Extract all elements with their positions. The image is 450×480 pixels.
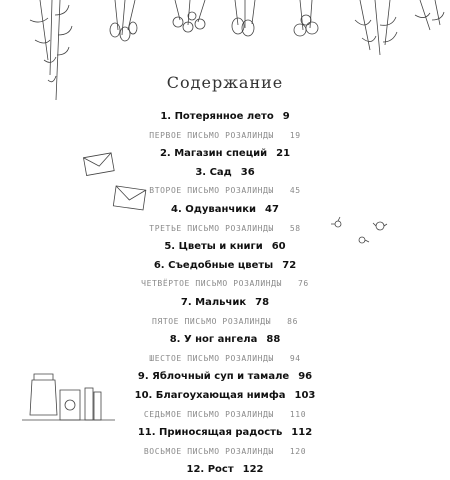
toc-entry-page-number: 36 [240, 166, 255, 178]
toc-chapter-entry [0, 201, 450, 220]
toc-entry-page-number: 60 [271, 241, 286, 253]
toc-chapter-entry [0, 164, 450, 183]
toc-entry-label: ВОСЬМОЕ ПИСЬМО РОЗАЛИНДЫ [143, 446, 274, 456]
toc-entry-page-number: 96 [298, 371, 313, 383]
page-title: Содержание [166, 73, 284, 92]
toc-entry-label: 5. Цветы и книги [164, 241, 263, 253]
toc-letter-entry [0, 275, 450, 294]
toc-entry-page-number: 19 [289, 130, 301, 140]
toc-entry-page-number: 88 [266, 334, 281, 346]
toc-entry-label: ПЯТОЕ ПИСЬМО РОЗАЛИНДЫ [151, 316, 272, 326]
hanging-herbs-illustration [0, 0, 450, 110]
toc-entry-label: ЧЕТВЁРТОЕ ПИСЬМО РОЗАЛИНДЫ [141, 279, 282, 289]
table-of-contents [0, 108, 450, 480]
toc-entry-label: 11. Приносящая радость [137, 427, 283, 439]
toc-chapter-entry [0, 108, 450, 127]
toc-letter-entry [0, 220, 450, 239]
toc-entry-label: 6. Съедобные цветы [153, 259, 274, 271]
toc-entry-label: 9. Яблочный суп и тамале [137, 371, 290, 383]
toc-entry-label: 7. Мальчик [180, 296, 247, 308]
toc-entry-page-number: 47 [265, 203, 279, 215]
toc-entry-page-number: 76 [297, 279, 309, 289]
toc-entry-label: 4. Одуванчики [171, 203, 257, 215]
toc-chapter-entry [0, 294, 450, 313]
toc-entry-page-number: 21 [276, 148, 291, 160]
toc-entry-page-number: 86 [287, 316, 298, 326]
toc-chapter-entry [0, 145, 450, 164]
toc-letter-entry [0, 313, 450, 332]
toc-entry-page-number: 72 [282, 259, 297, 271]
toc-letter-entry [0, 406, 450, 425]
toc-entry-page-number: 110 [289, 409, 307, 419]
toc-entry-page-number: 120 [289, 446, 307, 456]
toc-entry-label: 2. Магазин специй [159, 148, 268, 160]
toc-entry-label: ПЕРВОЕ ПИСЬМО РОЗАЛИНДЫ [149, 130, 274, 140]
toc-entry-page-number: 103 [294, 389, 316, 401]
toc-letter-entry [0, 443, 450, 462]
toc-chapter-entry [0, 238, 450, 257]
toc-entry-label: 12. Рост [186, 464, 234, 476]
toc-entry-page-number: 94 [289, 353, 301, 363]
toc-entry-page-number: 9 [282, 111, 290, 122]
toc-entry-page-number: 45 [289, 186, 301, 196]
toc-entry-label: 10. Благоухающая нимфа [134, 389, 286, 401]
toc-entry-label: ШЕСТОЕ ПИСЬМО РОЗАЛИНДЫ [149, 353, 274, 363]
toc-chapter-entry [0, 331, 450, 350]
toc-entry-label: ВТОРОЕ ПИСЬМО РОЗАЛИНДЫ [149, 186, 274, 196]
toc-entry-label: 3. Сад [195, 166, 232, 178]
toc-letter-entry [0, 350, 450, 369]
toc-entry-label: 8. У ног ангела [169, 334, 258, 346]
toc-chapter-entry [0, 461, 450, 480]
toc-entry-label: ТРЕТЬЕ ПИСЬМО РОЗАЛИНДЫ [149, 223, 274, 233]
toc-letter-entry [0, 127, 450, 146]
toc-entry-page-number: 78 [255, 296, 270, 308]
toc-chapter-entry [0, 424, 450, 443]
toc-entry-label: СЕДЬМОЕ ПИСЬМО РОЗАЛИНДЫ [143, 409, 274, 419]
toc-entry-label: 1. Потерянное лето [160, 111, 274, 122]
toc-entry-page-number: 58 [289, 223, 301, 233]
toc-letter-entry [0, 182, 450, 201]
toc-entry-page-number: 122 [242, 464, 264, 476]
toc-entry-page-number: 112 [291, 427, 313, 439]
toc-chapter-entry [0, 387, 450, 406]
toc-chapter-entry [0, 257, 450, 276]
toc-chapter-entry [0, 368, 450, 387]
